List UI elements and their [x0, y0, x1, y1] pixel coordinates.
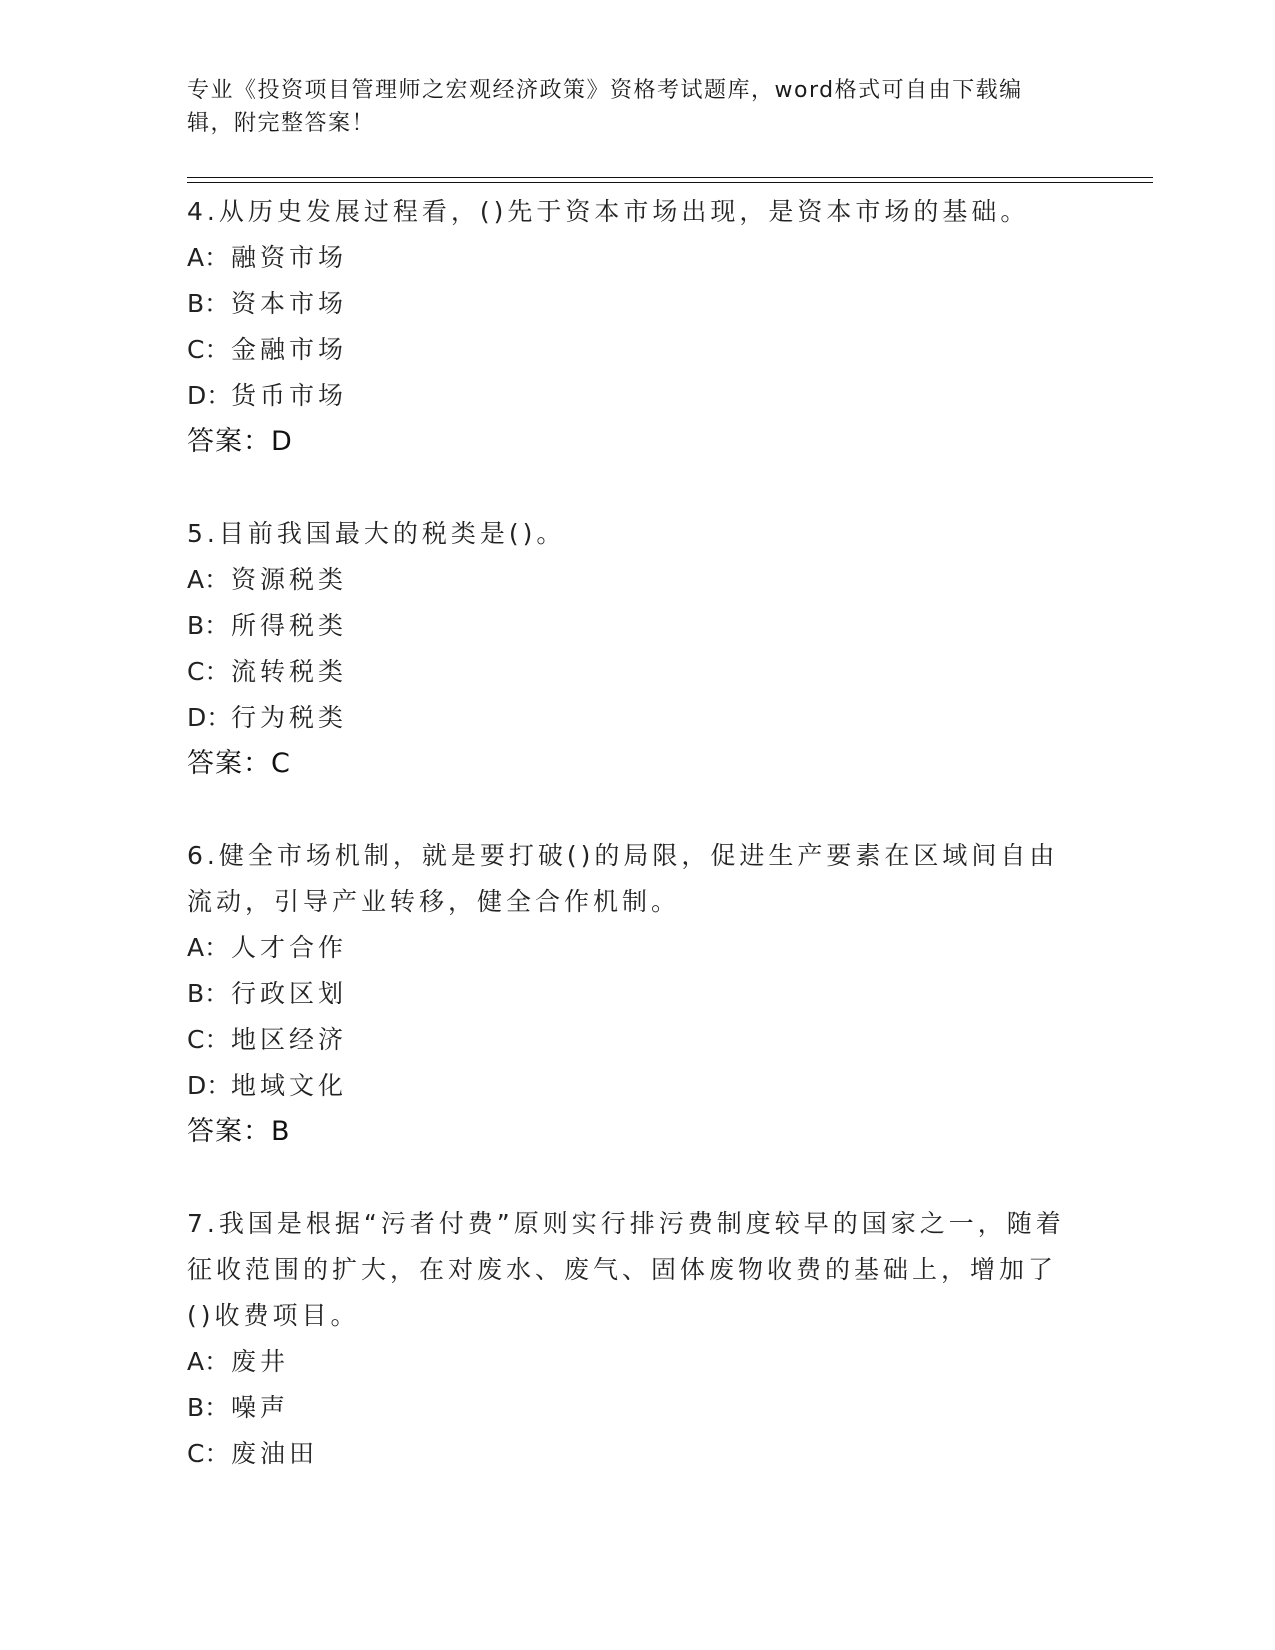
option-key: A： — [187, 933, 230, 962]
option-key: B： — [187, 289, 230, 318]
option-b — [187, 1385, 1087, 1431]
option-key: D： — [187, 703, 232, 732]
answer-line: 答案：D — [187, 426, 293, 457]
option-key: A： — [187, 243, 230, 272]
option-a — [187, 1339, 1087, 1385]
document-header: 专业《投资项目管理师之宏观经济政策》资格考试题库，word格式可自由下载编辑，附完整答案！ — [187, 78, 1023, 136]
option-text: 货币市场 — [231, 381, 348, 410]
option-c — [187, 1431, 1087, 1477]
question-5 — [187, 511, 1087, 787]
option-key: B： — [187, 611, 230, 640]
option-key: C： — [187, 1025, 230, 1054]
option-a — [187, 557, 1087, 603]
option-text: 资本市场 — [231, 289, 348, 318]
question-list — [187, 189, 1087, 1523]
question-6 — [187, 833, 1087, 1155]
option-c — [187, 1017, 1087, 1063]
option-text: 地域文化 — [231, 1071, 348, 1100]
question-stem: 6.健全市场机制，就是要打破()的局限，促进生产要素在区域间自由流动，引导产业转移，健全合作机制。 — [187, 841, 1059, 916]
header-divider-bottom — [187, 182, 1153, 183]
option-b — [187, 281, 1087, 327]
question-stem: 7.我国是根据“污者付费”原则实行排污费制度较早的国家之一，随着征收范围的扩大，在对废水、废气、固体废物收费的基础上，增加了()收费项目。 — [187, 1209, 1065, 1330]
option-a — [187, 235, 1087, 281]
option-text: 地区经济 — [231, 1025, 348, 1054]
option-d — [187, 373, 1087, 419]
option-key: D： — [187, 1071, 232, 1100]
option-key: C： — [187, 657, 230, 686]
option-text: 金融市场 — [231, 335, 348, 364]
option-text: 废油田 — [231, 1439, 319, 1468]
option-text: 流转税类 — [231, 657, 348, 686]
option-key: C： — [187, 335, 230, 364]
question-7 — [187, 1201, 1087, 1477]
option-text: 所得税类 — [231, 611, 348, 640]
answer-line: 答案：C — [187, 748, 291, 779]
option-b — [187, 603, 1087, 649]
option-key: A： — [187, 1347, 230, 1376]
option-b — [187, 971, 1087, 1017]
option-key: A： — [187, 565, 230, 594]
option-text: 融资市场 — [231, 243, 348, 272]
option-text: 人才合作 — [231, 933, 348, 962]
option-c — [187, 649, 1087, 695]
option-text: 资源税类 — [231, 565, 348, 594]
answer-line: 答案：B — [187, 1116, 291, 1147]
option-key: B： — [187, 979, 230, 1008]
option-key: C： — [187, 1439, 230, 1468]
header-divider-top — [187, 177, 1153, 178]
question-stem: 4.从历史发展过程看，()先于资本市场出现，是资本市场的基础。 — [187, 197, 1030, 226]
option-key: B： — [187, 1393, 230, 1422]
option-text: 行为税类 — [231, 703, 348, 732]
option-text: 废井 — [231, 1347, 290, 1376]
option-text: 噪声 — [231, 1393, 290, 1422]
option-d — [187, 1063, 1087, 1109]
option-c — [187, 327, 1087, 373]
option-d — [187, 695, 1087, 741]
option-a — [187, 925, 1087, 971]
option-text: 行政区划 — [231, 979, 348, 1008]
option-key: D： — [187, 381, 232, 410]
question-4 — [187, 189, 1087, 465]
question-stem: 5.目前我国最大的税类是()。 — [187, 519, 566, 548]
